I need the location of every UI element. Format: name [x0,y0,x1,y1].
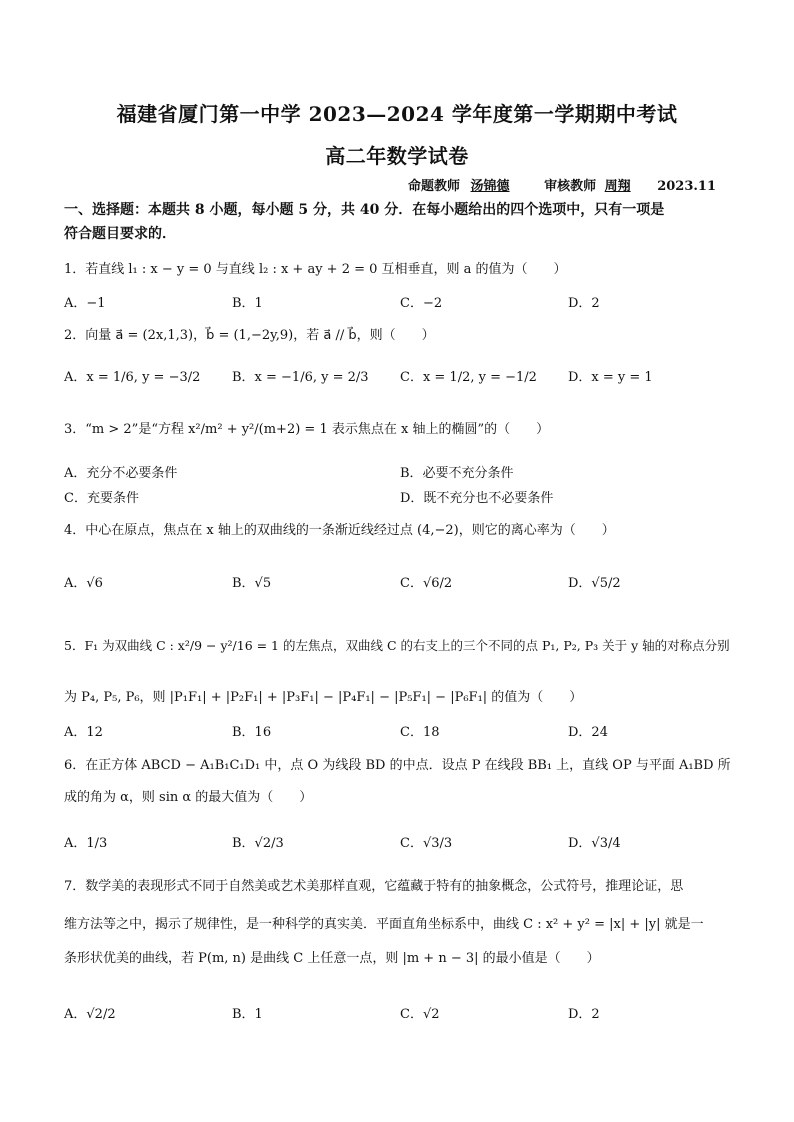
reviewer-label: 审核教师 [544,179,597,194]
question-6-option-a: A．1/3 [64,836,108,851]
question-1-option-a: A．−1 [64,296,106,311]
question-4-option-d: D．√5/2 [568,576,621,591]
question-6-stem-cont: 成的角为 α，则 sin α 的最大值为（ ） [64,790,313,805]
question-1-option-d: D．2 [568,296,600,311]
question-3-option-b: B．必要不充分条件 [400,466,514,481]
question-3-option-a: A．充分不必要条件 [64,466,178,481]
author-name: 汤锦德 [470,179,510,194]
question-6-option-b: B．√2/3 [232,836,284,851]
question-5-stem-cont: 为 P₄, P₅, P₆，则 |P₁F₁| + |P₂F₁| + |P₃F₁| − |P₄F₁| − |P₅F₁| − |P₆F₁| 的值为（ ） [64,690,583,705]
question-2-option-d: D．x = y = 1 [568,370,653,385]
question-7-option-a: A．√2/2 [64,1007,116,1022]
question-6-stem: 6．在正方体 ABCD − A₁B₁C₁D₁ 中，点 O 为线段 BD 的中点．设点 P 在线段 BB₁ 上，直线 OP 与平面 A₁BD 所 [64,758,731,773]
question-6-option-d: D．√3/4 [568,836,621,851]
section-heading-line2: 符合题目要求的． [64,226,176,242]
question-2-option-a: A．x = 1/6, y = −3/2 [64,370,201,385]
question-2-stem: 2．向量 a⃗ = (2x,1,3)，b⃗ = (1,−2y,9)，若 a⃗ // b⃗，则（ ） [64,328,435,343]
question-2-option-c: C．x = 1/2, y = −1/2 [400,370,537,385]
question-5-stem: 5．F₁ 为双曲线 C : x²/9 − y²/16 = 1 的左焦点，双曲线 C 的右支上的三个不同的点 P₁, P₂, P₃ 关于 y 轴的对称点分别 [64,638,730,653]
question-5-option-a: A．12 [64,725,103,740]
reviewer-name: 周翔 [604,179,631,194]
question-4-option-c: C．√6/2 [400,576,453,591]
question-4-option-b: B．√5 [232,576,272,591]
question-1-stem: 1．若直线 l₁ : x − y = 0 与直线 l₂ : x + ay + 2 = 0 互相垂直，则 a 的值为（ ） [64,262,567,277]
exam-date: 2023.11 [657,179,716,194]
question-7-stem: 7．数学美的表现形式不同于自然美或艺术美那样直观，它蕴藏于特有的抽象概念，公式符号，推理论证，思 [64,879,684,894]
page-title: 福建省厦门第一中学 2023—2024 学年度第一学期期中考试 [116,102,678,126]
question-4-option-a: A．√6 [64,576,103,591]
question-3-option-c: C．充要条件 [64,491,139,506]
question-4-stem: 4．中心在原点，焦点在 x 轴上的双曲线的一条渐近线经过点 (4,−2)，则它的离心率为（ ） [64,523,615,538]
question-7-stem-cont: 维方法等之中，揭示了规律性，是一种科学的真实美．平面直角坐标系中，曲线 C : x² + y² = |x| + |y| 就是一 [64,917,704,932]
question-1-option-b: B．1 [232,296,263,311]
question-5-option-b: B．16 [232,725,272,740]
question-5-option-c: C．18 [400,725,440,740]
author-label: 命题教师 [408,179,461,194]
question-7-option-c: C．√2 [400,1007,440,1022]
question-2-option-b: B．x = −1/6, y = 2/3 [232,370,369,385]
section-heading-line1: 一、选择题：本题共 8 小题，每小题 5 分，共 40 分．在每小题给出的四个选项中，只有一项是 [64,202,665,218]
question-7-option-d: D．2 [568,1007,600,1022]
exam-meta [408,175,716,194]
question-3-stem: 3．“m > 2”是“方程 x²/m² + y²/(m+2) = 1 表示焦点在 x 轴上的椭圆”的（ ） [64,422,550,437]
question-7-option-b: B．1 [232,1007,263,1022]
question-7-stem-cont2: 条形状优美的曲线，若 P(m, n) 是曲线 C 上任意一点，则 |m + n − 3| 的最小值是（ ） [64,951,600,966]
question-1-option-c: C．−2 [400,296,443,311]
page-subtitle: 高二年数学试卷 [325,144,469,168]
question-5-option-d: D．24 [568,725,608,740]
question-6-option-c: C．√3/3 [400,836,453,851]
question-3-option-d: D．既不充分也不必要条件 [400,491,554,506]
